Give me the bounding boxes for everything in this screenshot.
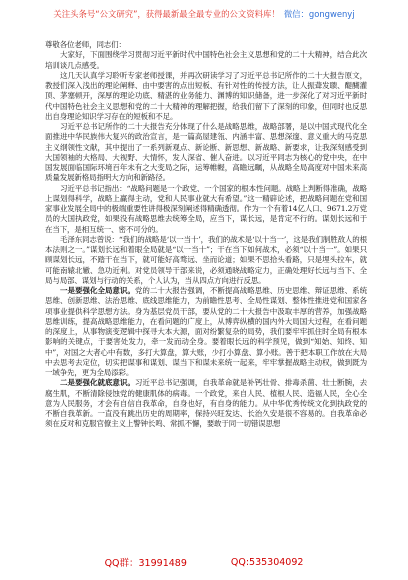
footer-qq-group: QQ群：31991489 <box>104 558 187 569</box>
banner-wechat-text: 微信：gongwenyj <box>283 9 355 19</box>
banner-promo-text: 关注头条号“公文研究”，获得最新最全最专业的公文资料库！ <box>53 9 280 19</box>
paragraph: 这几天认真学习聆听专家老师授课，并再次研读学习了习近平总书记所作的二十大报告原文，教授们深入浅出的理论阐释、由中要害的点出短板、有针对性的传授方法，让人振聋发聩、醍醐灌顶、茅塞顿开，深厚的理论功底、精湛的业务能力、渊博的知识储备，进一步深化了对习近平新时代中国特色社会主义思想和党的二十大精神的理解把握，给我们留下了深刻的印象，但同时也反思出自身理论知识学习存在的短板和不足。 <box>45 70 367 121</box>
section-heading: 一是要强化全局意识。 <box>60 286 135 295</box>
paragraph: 大家好，下面围绕学习贯彻习近平新时代中国特色社会主义思想和党的二十大精神，结合此次培训谈几点感受。 <box>45 50 367 70</box>
document-body <box>45 40 367 552</box>
paragraph: 习近平总书记指出：“战略问题是一个政党、一个国家的根本性问题。战略上判断得准确，战略上谋划得科学，战略上赢得主动，党和人民事业就大有希望。”这一精辟论述，把战略问题在党和国家事业发展全局中的极端重要性讲得极深刻阐述得精确透彻。作为一个有着14亿人口、9671.2万党员的大国执政党，如果没有战略思维去统筹全局，应当下，谋长远，是肯定不行的。谋划长远和于在当下，是相互统一、密不可分的。 <box>45 183 367 234</box>
footer-qq: QQ:535304092 <box>230 556 304 568</box>
paragraph: 习近平总书记所作的二十大报告充分体现了什么是战略思维，战略部署，是以中国式现代化全面推进中华民族伟大复兴的政治宣言，是一篇高屋建瓴、内涵丰富、思想深邃、意义重大的马克思主义纲领性文献，其中提出了一系列新观点、新论断、新思想、新战略、新要求，让我深刻感受到大国领袖的大格局、大视野、大情怀，发人深省、催人奋进。以习近平同志为核心的党中央，在中国发展面临国际环境百年未有之大变局之际，运筹帷幄，高瞻远瞩，从战略全局高度对中国未来高质量发展新格局指明大方向和新路径。 <box>45 122 367 183</box>
paragraph: 二是要强化就底意识。习近平总书记强调，自我革命就是补钙壮骨、排毒杀菌、壮士断腕，去腐生肌，不断清除侵蚀党的健康肌体的病毒。一个政党，来自人民、植根人民、造福人民，全心全意为人民服务，才会有自信自我革命，自身也好，有自身的能力。从中华优秀传统文化到执政党的不断自我革新。一直没有跳出历史的周期率，保持兴旺发达、长治久安是很不容易的。自我革命必须在反对和克服官僚主义上警钟长鸣、常抓不懈，要敢于同一切错误思想 <box>45 378 367 429</box>
section-heading: 二是要强化就底意识。 <box>60 378 135 388</box>
footer <box>0 551 408 573</box>
paragraph: 一是要强化全局意识。党的二十大报告强调，不断提高战略思维、历史思维、辩证思维、系统思维、创新思维、法治思维、底线思维能力，为前瞻性思考、全局性谋划、整体性推进党和国家各项事业提供科学思想方法。身为基层党员干部，要从党的二十大报告中汲取丰厚的营养，加强战略思维训练，提高战略思维能力，在看问题的广度上，从博弈纵横的国内外大局国大过程，在看问题的深度上，从事物演变逻辑中探寻大本大源，面对纷繁复杂的局势，我们要牢牢抓住时全局有根本影响的关键点，于要害处发力，牵一发而动全身。要着眼长远的科学预见，做到“知始、知终、知中”，对国之大者心中有数，多打大算盘，算大账，少打小算盘、算小账。善于把本职工作放在大局中去思考去定位，切实把谋事和谋划、谋当下和谋未来统一起来，牢牢掌握战略主动权，做到既为一域争先，更为全局添彩。 <box>45 286 367 377</box>
top-banner <box>0 0 408 28</box>
paragraph: 毛泽东同志曾说：“我们的战略是‘以一当十’，我们的战术是‘以十当一’，这是我们制胜敌人的根本法则之一。”谋划长远和着眼全局就是“以一当十”；干在当下如何战术，必须“以十当一”。如果只顾谋划长远，不踏干在当下，就可能好高骛远、坐而论道；如果不思拾头看路，只是埋头拉车，就可能南辕北辙、急功近利。对党员领导干部来说，必须通晓战略定力，正确处理好长远与当下、全局与局部、谋划与行动的关系，个人认为，当从四点方向进行反思。 <box>45 234 367 285</box>
salutation: 尊敬各位老师，同志们： <box>45 40 126 49</box>
